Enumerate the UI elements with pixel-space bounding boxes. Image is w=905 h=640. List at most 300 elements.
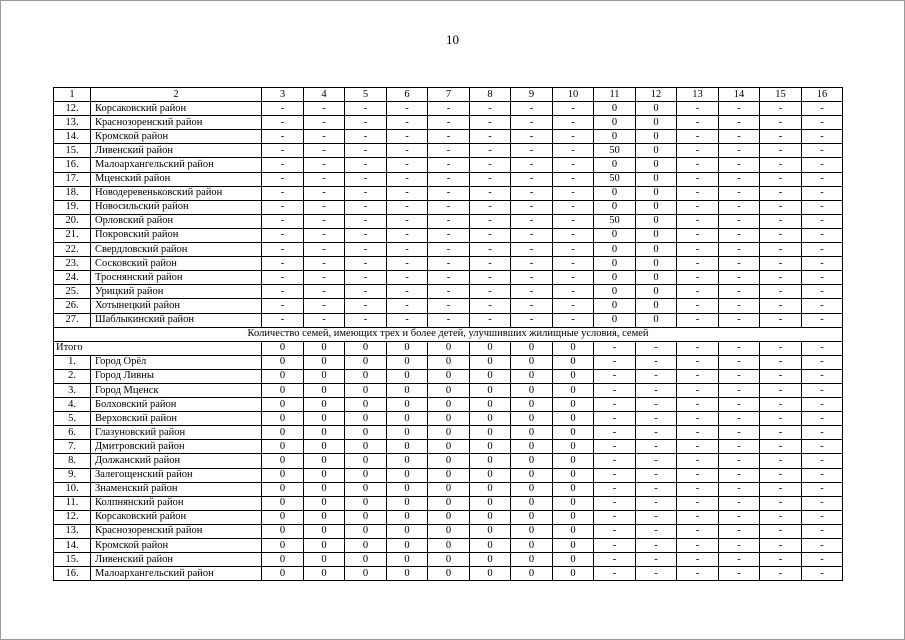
value-cell: -: [387, 158, 428, 172]
value-cell: 0: [304, 398, 345, 412]
value-cell: 0: [511, 539, 553, 553]
column-header: 6: [387, 88, 428, 102]
district-name: Залегощенский район: [91, 468, 262, 482]
value-cell: 0: [387, 454, 428, 468]
value-cell: -: [677, 567, 719, 581]
value-cell: -: [387, 102, 428, 116]
column-header: 8: [470, 88, 511, 102]
value-cell: -: [428, 285, 470, 299]
value-cell: -: [719, 341, 760, 355]
value-cell: -: [594, 383, 636, 397]
value-cell: 0: [636, 313, 677, 327]
value-cell: 0: [511, 553, 553, 567]
table-row: [54, 524, 843, 538]
value-cell: -: [802, 454, 843, 468]
row-number: 26.: [54, 299, 91, 313]
value-cell: -: [719, 398, 760, 412]
value-cell: 0: [636, 243, 677, 257]
value-cell: -: [428, 116, 470, 130]
district-name: Новосильский район: [91, 200, 262, 214]
table-body: [54, 88, 843, 581]
value-cell: -: [677, 102, 719, 116]
value-cell: 0: [553, 398, 594, 412]
value-cell: -: [387, 285, 428, 299]
value-cell: -: [677, 228, 719, 242]
value-cell: -: [511, 285, 553, 299]
district-name: Ливенский район: [91, 553, 262, 567]
value-cell: -: [594, 482, 636, 496]
value-cell: -: [428, 257, 470, 271]
table-row: [54, 496, 843, 510]
value-cell: -: [470, 186, 511, 200]
row-number: 27.: [54, 313, 91, 327]
value-cell: -: [677, 468, 719, 482]
value-cell: 0: [470, 567, 511, 581]
value-cell: -: [470, 299, 511, 313]
value-cell: -: [262, 228, 304, 242]
value-cell: -: [345, 102, 387, 116]
value-cell: -: [428, 200, 470, 214]
value-cell: -: [636, 383, 677, 397]
value-cell: -: [719, 539, 760, 553]
district-name: Свердловский район: [91, 243, 262, 257]
row-number: 16.: [54, 158, 91, 172]
value-cell: -: [760, 567, 802, 581]
value-cell: -: [262, 214, 304, 228]
value-cell: -: [802, 510, 843, 524]
value-cell: -: [760, 271, 802, 285]
value-cell: 0: [262, 496, 304, 510]
value-cell: -: [262, 285, 304, 299]
value-cell: 0: [428, 482, 470, 496]
value-cell: 0: [553, 412, 594, 426]
table-row: [54, 243, 843, 257]
value-cell: -: [677, 158, 719, 172]
value-cell: -: [802, 355, 843, 369]
value-cell: 0: [387, 510, 428, 524]
value-cell: 0: [470, 383, 511, 397]
value-cell: -: [345, 228, 387, 242]
value-cell: -: [553, 313, 594, 327]
column-header: 4: [304, 88, 345, 102]
value-cell: -: [802, 172, 843, 186]
value-cell: 0: [304, 482, 345, 496]
row-number: 12.: [54, 510, 91, 524]
value-cell: 0: [636, 116, 677, 130]
value-cell: -: [304, 214, 345, 228]
value-cell: 0: [304, 369, 345, 383]
row-number: 8.: [54, 454, 91, 468]
district-name: Краснозоренский район: [91, 524, 262, 538]
value-cell: -: [594, 553, 636, 567]
header-row: [54, 88, 843, 102]
value-cell: -: [304, 144, 345, 158]
value-cell: 0: [428, 496, 470, 510]
value-cell: -: [470, 102, 511, 116]
value-cell: 50: [594, 144, 636, 158]
value-cell: -: [636, 398, 677, 412]
value-cell: -: [345, 158, 387, 172]
value-cell: 0: [304, 341, 345, 355]
value-cell: 0: [387, 496, 428, 510]
row-number: 3.: [54, 383, 91, 397]
value-cell: -: [719, 186, 760, 200]
value-cell: -: [802, 524, 843, 538]
value-cell: 0: [387, 539, 428, 553]
value-cell: -: [636, 369, 677, 383]
value-cell: -: [802, 102, 843, 116]
value-cell: 0: [636, 158, 677, 172]
value-cell: -: [304, 228, 345, 242]
value-cell: -: [387, 243, 428, 257]
value-cell: -: [802, 369, 843, 383]
value-cell: -: [677, 482, 719, 496]
value-cell: -: [511, 257, 553, 271]
value-cell: -: [594, 412, 636, 426]
value-cell: -: [802, 468, 843, 482]
table-row: [54, 369, 843, 383]
value-cell: -: [636, 341, 677, 355]
value-cell: -: [719, 257, 760, 271]
table-row: [54, 398, 843, 412]
value-cell: -: [511, 130, 553, 144]
value-cell: -: [719, 158, 760, 172]
row-number: 18.: [54, 186, 91, 200]
value-cell: -: [636, 355, 677, 369]
value-cell: 0: [511, 440, 553, 454]
value-cell: -: [719, 510, 760, 524]
row-number: 13.: [54, 116, 91, 130]
value-cell: -: [760, 313, 802, 327]
value-cell: -: [428, 102, 470, 116]
row-number: 14.: [54, 130, 91, 144]
value-cell: -: [760, 172, 802, 186]
value-cell: -: [304, 158, 345, 172]
value-cell: -: [387, 313, 428, 327]
column-header: 9: [511, 88, 553, 102]
column-header: 15: [760, 88, 802, 102]
value-cell: 0: [553, 524, 594, 538]
table-row: [54, 299, 843, 313]
value-cell: 0: [428, 539, 470, 553]
value-cell: -: [760, 200, 802, 214]
value-cell: 0: [428, 355, 470, 369]
value-cell: -: [511, 271, 553, 285]
page-number: 10: [446, 32, 459, 47]
value-cell: 0: [594, 116, 636, 130]
value-cell: -: [802, 158, 843, 172]
district-name: Кромской район: [91, 539, 262, 553]
value-cell: -: [470, 228, 511, 242]
value-cell: -: [719, 440, 760, 454]
district-name: Шаблыкинский район: [91, 313, 262, 327]
value-cell: -: [387, 299, 428, 313]
value-cell: 0: [594, 228, 636, 242]
district-name: Знаменский район: [91, 482, 262, 496]
row-number: 9.: [54, 468, 91, 482]
value-cell: -: [677, 172, 719, 186]
value-cell: -: [594, 355, 636, 369]
value-cell: -: [802, 383, 843, 397]
value-cell: -: [387, 172, 428, 186]
value-cell: -: [345, 186, 387, 200]
value-cell: 0: [345, 412, 387, 426]
district-name: Глазуновский район: [91, 426, 262, 440]
value-cell: -: [802, 116, 843, 130]
value-cell: 0: [428, 383, 470, 397]
table-row: [54, 482, 843, 496]
district-name: Город Орёл: [91, 355, 262, 369]
table-row: [54, 200, 843, 214]
value-cell: 0: [511, 383, 553, 397]
value-cell: 0: [428, 524, 470, 538]
value-cell: 0: [345, 510, 387, 524]
value-cell: 0: [345, 524, 387, 538]
value-cell: -: [677, 341, 719, 355]
value-cell: 0: [262, 553, 304, 567]
value-cell: -: [262, 158, 304, 172]
table-row: [54, 186, 843, 200]
value-cell: -: [760, 116, 802, 130]
value-cell: 0: [262, 369, 304, 383]
value-cell: 0: [262, 482, 304, 496]
value-cell: -: [677, 355, 719, 369]
table-row: [54, 228, 843, 242]
district-name: Корсаковский район: [91, 102, 262, 116]
value-cell: -: [677, 496, 719, 510]
value-cell: 0: [470, 510, 511, 524]
value-cell: 50: [594, 172, 636, 186]
table-row: [54, 102, 843, 116]
value-cell: -: [594, 524, 636, 538]
value-cell: 0: [553, 341, 594, 355]
value-cell: 0: [594, 102, 636, 116]
value-cell: 0: [345, 454, 387, 468]
value-cell: 0: [262, 454, 304, 468]
value-cell: -: [760, 285, 802, 299]
district-name: Колпнянский район: [91, 496, 262, 510]
value-cell: 0: [345, 468, 387, 482]
value-cell: 0: [304, 567, 345, 581]
row-number: 10.: [54, 482, 91, 496]
value-cell: 0: [511, 496, 553, 510]
district-name: Покровский район: [91, 228, 262, 242]
value-cell: -: [553, 116, 594, 130]
value-cell: -: [719, 116, 760, 130]
value-cell: 0: [511, 482, 553, 496]
value-cell: -: [304, 172, 345, 186]
value-cell: 0: [387, 426, 428, 440]
table-row: [54, 440, 843, 454]
value-cell: 0: [387, 341, 428, 355]
value-cell: 0: [511, 426, 553, 440]
table-row: [54, 257, 843, 271]
value-cell: -: [802, 228, 843, 242]
value-cell: 0: [594, 130, 636, 144]
value-cell: 0: [636, 214, 677, 228]
value-cell: 0: [428, 426, 470, 440]
column-header: 16: [802, 88, 843, 102]
value-cell: -: [553, 257, 594, 271]
value-cell: -: [719, 243, 760, 257]
value-cell: -: [802, 186, 843, 200]
value-cell: 0: [428, 468, 470, 482]
value-cell: -: [387, 257, 428, 271]
value-cell: 0: [428, 398, 470, 412]
value-cell: 0: [304, 510, 345, 524]
value-cell: -: [428, 271, 470, 285]
value-cell: -: [387, 200, 428, 214]
value-cell: 0: [553, 454, 594, 468]
column-header: 3: [262, 88, 304, 102]
value-cell: -: [760, 355, 802, 369]
value-cell: -: [677, 553, 719, 567]
value-cell: 0: [345, 553, 387, 567]
value-cell: -: [719, 285, 760, 299]
value-cell: 0: [636, 200, 677, 214]
value-cell: -: [594, 567, 636, 581]
value-cell: 0: [511, 468, 553, 482]
table-row: [54, 158, 843, 172]
value-cell: -: [802, 214, 843, 228]
value-cell: -: [802, 144, 843, 158]
value-cell: 0: [428, 510, 470, 524]
row-number: 21.: [54, 228, 91, 242]
value-cell: -: [511, 214, 553, 228]
value-cell: -: [387, 130, 428, 144]
district-name: Орловский район: [91, 214, 262, 228]
value-cell: 0: [553, 355, 594, 369]
value-cell: -: [304, 257, 345, 271]
value-cell: -: [428, 172, 470, 186]
row-number: 15.: [54, 553, 91, 567]
value-cell: -: [760, 158, 802, 172]
column-header: 1: [54, 88, 91, 102]
value-cell: -: [345, 299, 387, 313]
value-cell: 0: [594, 285, 636, 299]
column-header: 2: [91, 88, 262, 102]
value-cell: -: [553, 243, 594, 257]
value-cell: 0: [470, 496, 511, 510]
value-cell: -: [262, 144, 304, 158]
value-cell: -: [304, 200, 345, 214]
value-cell: -: [760, 482, 802, 496]
value-cell: -: [511, 200, 553, 214]
value-cell: -: [387, 144, 428, 158]
value-cell: -: [636, 496, 677, 510]
value-cell: 0: [636, 186, 677, 200]
value-cell: -: [594, 496, 636, 510]
section-row: [54, 327, 843, 341]
value-cell: -: [677, 285, 719, 299]
value-cell: -: [719, 313, 760, 327]
value-cell: -: [304, 313, 345, 327]
value-cell: -: [553, 158, 594, 172]
value-cell: -: [719, 214, 760, 228]
value-cell: 0: [594, 299, 636, 313]
value-cell: -: [677, 186, 719, 200]
value-cell: -: [677, 398, 719, 412]
value-cell: -: [760, 144, 802, 158]
value-cell: -: [802, 553, 843, 567]
table-row: [54, 553, 843, 567]
value-cell: -: [760, 341, 802, 355]
value-cell: 0: [594, 257, 636, 271]
value-cell: -: [304, 299, 345, 313]
value-cell: -: [636, 510, 677, 524]
value-cell: -: [802, 313, 843, 327]
value-cell: -: [511, 144, 553, 158]
value-cell: 0: [553, 496, 594, 510]
value-cell: 50: [594, 214, 636, 228]
value-cell: -: [760, 454, 802, 468]
value-cell: 0: [387, 524, 428, 538]
value-cell: 0: [470, 468, 511, 482]
value-cell: -: [470, 144, 511, 158]
value-cell: 0: [636, 172, 677, 186]
value-cell: -: [802, 299, 843, 313]
value-cell: -: [677, 539, 719, 553]
value-cell: -: [511, 243, 553, 257]
value-cell: 0: [470, 412, 511, 426]
row-number: 6.: [54, 426, 91, 440]
value-cell: -: [262, 116, 304, 130]
district-name: Краснозоренский район: [91, 116, 262, 130]
value-cell: 0: [511, 524, 553, 538]
value-cell: 0: [387, 412, 428, 426]
table-row: [54, 510, 843, 524]
table-row: [54, 539, 843, 553]
value-cell: 0: [304, 468, 345, 482]
value-cell: 0: [470, 539, 511, 553]
value-cell: 0: [594, 243, 636, 257]
value-cell: -: [262, 243, 304, 257]
value-cell: 0: [511, 567, 553, 581]
value-cell: -: [428, 158, 470, 172]
value-cell: -: [387, 271, 428, 285]
table-row: [54, 383, 843, 397]
value-cell: 0: [428, 440, 470, 454]
value-cell: 0: [345, 398, 387, 412]
value-cell: -: [802, 567, 843, 581]
value-cell: -: [677, 440, 719, 454]
total-row: [54, 341, 843, 355]
value-cell: -: [760, 468, 802, 482]
value-cell: -: [470, 214, 511, 228]
value-cell: -: [719, 553, 760, 567]
value-cell: 0: [428, 369, 470, 383]
value-cell: -: [636, 553, 677, 567]
district-name: Кромской район: [91, 130, 262, 144]
row-number: 22.: [54, 243, 91, 257]
table-row: [54, 412, 843, 426]
value-cell: 0: [553, 468, 594, 482]
value-cell: 0: [387, 383, 428, 397]
value-cell: 0: [262, 398, 304, 412]
value-cell: 0: [387, 369, 428, 383]
value-cell: -: [304, 116, 345, 130]
section-title: Количество семей, имеющих трех и более детей, улучшивших жилищные условия, семей: [54, 327, 843, 341]
district-name: Новодеревеньковский район: [91, 186, 262, 200]
value-cell: -: [636, 468, 677, 482]
value-cell: -: [760, 243, 802, 257]
table-row: [54, 116, 843, 130]
value-cell: 0: [304, 440, 345, 454]
value-cell: -: [470, 130, 511, 144]
value-cell: -: [760, 539, 802, 553]
value-cell: 0: [387, 468, 428, 482]
value-cell: -: [677, 426, 719, 440]
